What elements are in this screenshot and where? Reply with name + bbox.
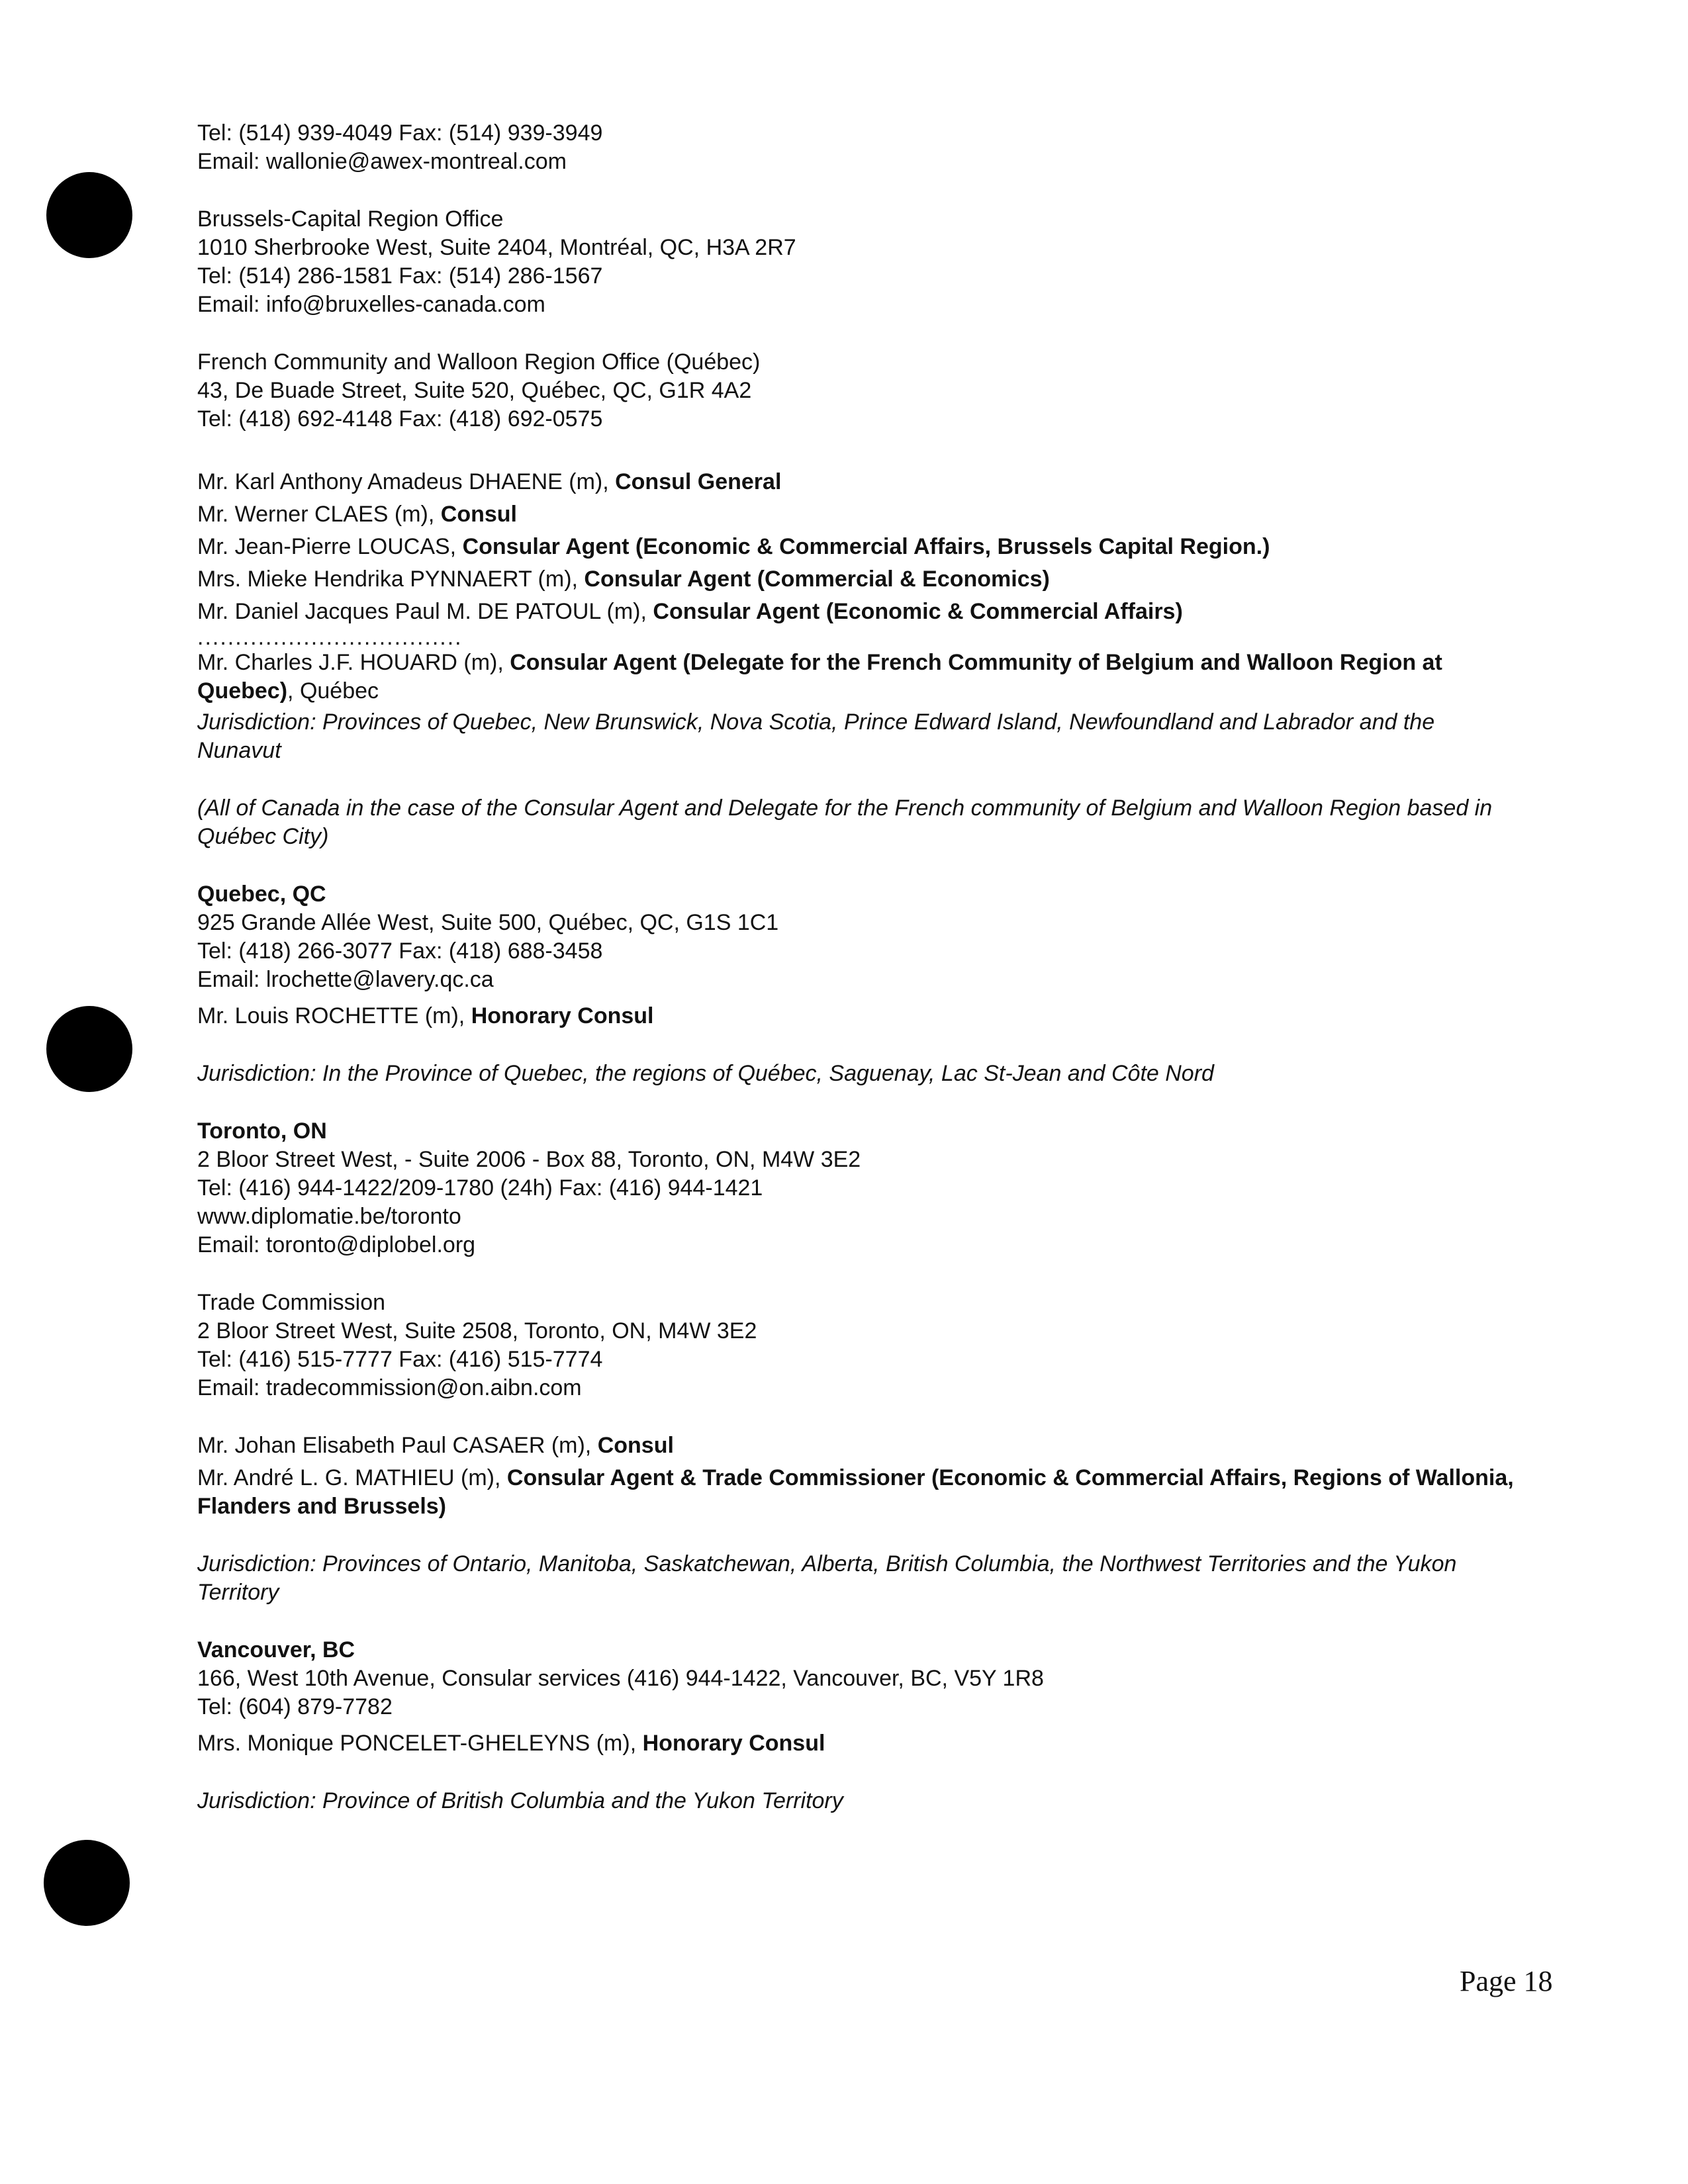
office-address: 43, De Buade Street, Suite 520, Québec, QC, G1R 4A2 [197, 378, 752, 403]
jurisdiction-text: Jurisdiction: Provinces of Ontario, Manitoba, Saskatchewan, Alberta, British Columbia, the Northwest Territories and the Yukon Territory [197, 1551, 1457, 1605]
staff-title: Honorary Consul [642, 1731, 825, 1756]
section-heading: Toronto, ON [197, 1118, 327, 1144]
staff-title: Consular Agent (Commercial & Economics) [584, 567, 1050, 592]
office-tel: Tel: (514) 286-1581 Fax: (514) 286-1567 [197, 263, 603, 289]
office-tel: Tel: (418) 266-3077 Fax: (418) 688-3458 [197, 938, 603, 964]
office-address: 925 Grande Allée West, Suite 500, Québec, QC, G1S 1C1 [197, 910, 779, 935]
jurisdiction-note: (All of Canada in the case of the Consular Agent and Delegate for the French community of Belgium and Walloon Region based in Québec City) [197, 796, 1493, 849]
section-heading: Vancouver, BC [197, 1637, 355, 1662]
staff-name: Mrs. Mieke Hendrika PYNNAERT (m), [197, 567, 585, 592]
staff-entry [197, 1729, 1521, 1758]
staff-name: Mr. Daniel Jacques Paul M. DE PATOUL (m), [197, 599, 653, 624]
office-tel: Tel: (514) 939-4049 Fax: (514) 939-3949 [197, 120, 603, 146]
office-website: www.diplomatie.be/toronto [197, 1204, 461, 1229]
office-name: Brussels-Capital Region Office [197, 206, 504, 232]
office-tel: Tel: (604) 879-7782 [197, 1694, 393, 1719]
office-address: 166, West 10th Avenue, Consular services (416) 944-1422, Vancouver, BC, V5Y 1R8 [197, 1666, 1044, 1691]
office-name: French Community and Walloon Region Office (Québec) [197, 349, 761, 375]
staff-entry [197, 1002, 1521, 1030]
staff-entry [197, 649, 1521, 705]
staff-entry [197, 468, 1521, 496]
page-number: Page 18 [1460, 1965, 1553, 1997]
vancouver-section [197, 1636, 1521, 1815]
binder-hole-mark [44, 1840, 130, 1926]
staff-title: Consular Agent (Delegate for the French Community of Belgium and Walloon Region at Quebec) [197, 650, 1442, 704]
staff-name: Mr. Louis ROCHETTE (m), [197, 1003, 471, 1028]
section-heading: Quebec, QC [197, 882, 326, 907]
office-tel: Tel: (418) 692-4148 Fax: (418) 692-0575 [197, 406, 603, 432]
staff-name: Mr. Johan Elisabeth Paul CASAER (m), [197, 1433, 598, 1458]
staff-title: Consul [440, 502, 517, 527]
staff-name: Mr. Werner CLAES (m), [197, 502, 441, 527]
binder-hole-mark [46, 1006, 132, 1092]
staff-name: Mr. Charles J.F. HOUARD (m), [197, 650, 510, 675]
toronto-staff-list [197, 1432, 1521, 1521]
staff-title: Consul [597, 1433, 674, 1458]
staff-title: Consul General [615, 469, 782, 494]
office-email: Email: lrochette@lavery.qc.ca [197, 967, 494, 992]
houard-entry [197, 649, 1521, 705]
document-body [197, 119, 1521, 1815]
staff-name: Mr. André L. G. MATHIEU (m), [197, 1465, 507, 1490]
office-name: Trade Commission [197, 1290, 386, 1315]
office-address: 2 Bloor Street West, - Suite 2006 - Box 88, Toronto, ON, M4W 3E2 [197, 1147, 861, 1172]
toronto-section [197, 1117, 1521, 1259]
jurisdiction-text: Jurisdiction: Province of British Columbia and the Yukon Territory [197, 1788, 843, 1813]
office-tel: Tel: (416) 515-7777 Fax: (416) 515-7774 [197, 1347, 603, 1372]
office-email: Email: wallonie@awex-montreal.com [197, 149, 567, 174]
staff-title: Consular Agent (Economic & Commercial Affairs) [653, 599, 1183, 624]
wallonie-office-block [197, 119, 1521, 176]
staff-title: Consular Agent (Economic & Commercial Affairs, Brussels Capital Region.) [462, 534, 1270, 559]
jurisdiction-text: Jurisdiction: In the Province of Quebec, the regions of Québec, Saguenay, Lac St-Jean and Côte Nord [197, 1061, 1214, 1086]
brussels-office-block [197, 205, 1521, 319]
staff-entry [197, 565, 1521, 594]
staff-title: Honorary Consul [471, 1003, 654, 1028]
staff-entry [197, 1432, 1521, 1460]
french-community-office-block [197, 348, 1521, 433]
jurisdiction-text: Jurisdiction: Provinces of Quebec, New Brunswick, Nova Scotia, Prince Edward Island, Newfoundland and Labrador and the Nunavut [197, 709, 1435, 763]
staff-entry [197, 1464, 1521, 1521]
quebec-section [197, 880, 1521, 1088]
binder-hole-mark [46, 172, 132, 258]
trade-commission-block [197, 1289, 1521, 1402]
staff-entry [197, 500, 1521, 529]
dotted-separator: ................................... [197, 630, 463, 649]
staff-entry [197, 533, 1521, 561]
staff-name: Mr. Karl Anthony Amadeus DHAENE (m), [197, 469, 616, 494]
staff-name: Mr. Jean-Pierre LOUCAS, [197, 534, 463, 559]
office-address: 1010 Sherbrooke West, Suite 2404, Montréal, QC, H3A 2R7 [197, 235, 796, 260]
staff-title: Consular Agent & Trade Commissioner (Economic & Commercial Affairs, Regions of Wallonia, Flanders and Brussels) [197, 1465, 1514, 1519]
staff-entry [197, 598, 1521, 626]
montreal-staff-list [197, 468, 1521, 626]
office-address: 2 Bloor Street West, Suite 2508, Toronto, ON, M4W 3E2 [197, 1318, 757, 1343]
office-email: Email: info@bruxelles-canada.com [197, 292, 545, 317]
staff-location: , Québec [287, 678, 379, 704]
office-tel: Tel: (416) 944-1422/209-1780 (24h) Fax: (416) 944-1421 [197, 1175, 763, 1201]
office-email: Email: tradecommission@on.aibn.com [197, 1375, 582, 1400]
office-email: Email: toronto@diplobel.org [197, 1232, 476, 1257]
staff-name: Mrs. Monique PONCELET-GHELEYNS (m), [197, 1731, 643, 1756]
